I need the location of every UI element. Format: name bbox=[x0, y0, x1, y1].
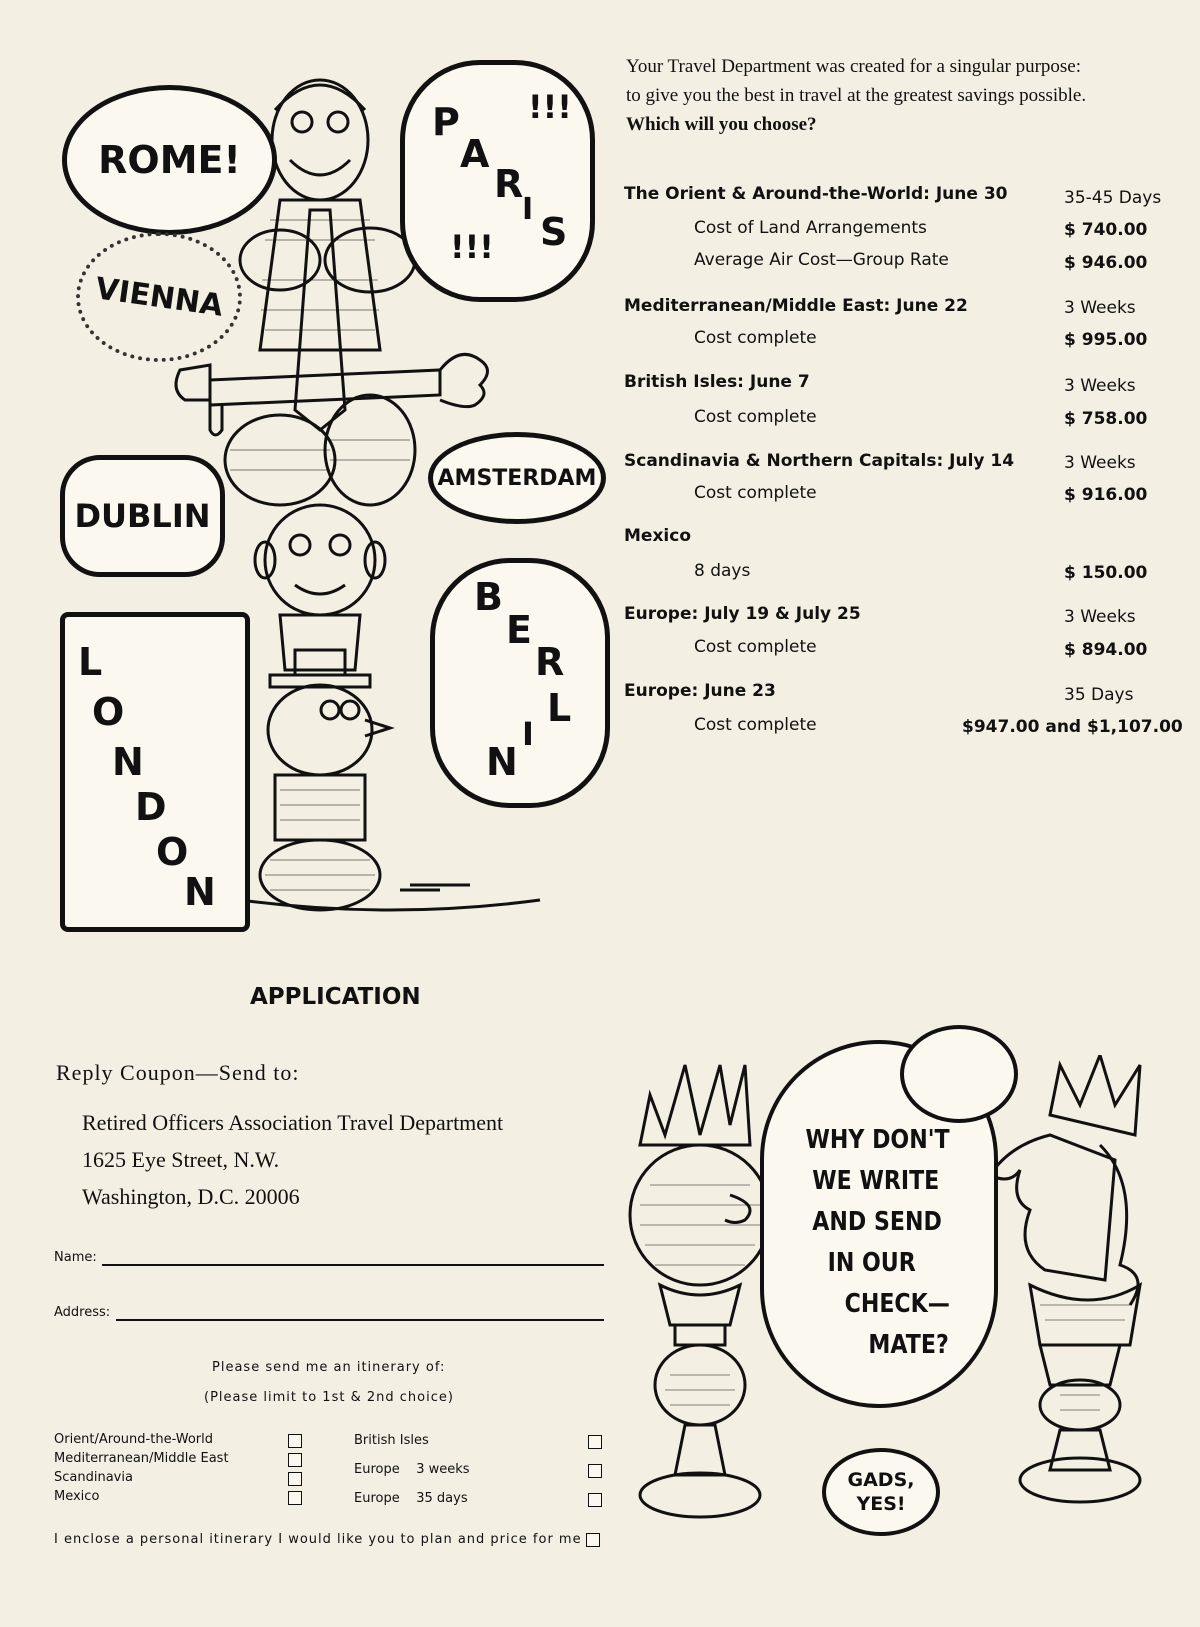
trip-line-price: $ 150.00 bbox=[1064, 563, 1148, 583]
paris-letter: R bbox=[494, 162, 524, 206]
intro-line: Your Travel Department was created for a singular purpose: bbox=[626, 56, 1082, 77]
personal-itinerary-label: I enclose a personal itinerary I would like you to plan and price for me bbox=[54, 1532, 582, 1547]
paris-exclaim: !!! bbox=[450, 228, 494, 266]
trip-title: The Orient & Around-the-World: June 30 bbox=[624, 184, 1008, 204]
dublin-label: DUBLIN bbox=[74, 497, 211, 535]
amsterdam-bubble bbox=[428, 432, 606, 524]
trip-duration: 35-45 Days bbox=[1064, 188, 1162, 208]
amsterdam-label: AMSTERDAM bbox=[437, 465, 597, 491]
address-field[interactable] bbox=[116, 1319, 604, 1321]
reply-coupon-label: Reply Coupon—Send to: bbox=[56, 1060, 300, 1085]
intro-text bbox=[626, 52, 1186, 139]
trip-duration: 35 Days bbox=[1064, 685, 1134, 705]
application-heading: APPLICATION bbox=[250, 984, 421, 1010]
option-label: Scandinavia bbox=[54, 1470, 133, 1485]
paris-letter: P bbox=[432, 100, 460, 144]
checkmate-line: IN OUR bbox=[827, 1248, 916, 1278]
personal-itinerary-checkbox[interactable] bbox=[586, 1533, 600, 1547]
trip-line-label: Cost complete bbox=[694, 407, 817, 427]
trip-title: Scandinavia & Northern Capitals: July 14 bbox=[624, 451, 1015, 471]
option-checkbox[interactable] bbox=[588, 1435, 602, 1449]
name-field[interactable] bbox=[102, 1264, 604, 1266]
checkmate-cloud-puff bbox=[900, 1025, 1018, 1123]
trip-line-price: $ 894.00 bbox=[1064, 640, 1148, 660]
trip-title: Europe: June 23 bbox=[624, 681, 776, 701]
trip-line-price: $ 916.00 bbox=[1064, 485, 1148, 505]
gads-line: GADS, bbox=[847, 1469, 915, 1491]
option-label: Europe 3 weeks bbox=[354, 1462, 470, 1477]
checkmate-line: MATE? bbox=[868, 1330, 949, 1360]
paris-letter: S bbox=[540, 210, 568, 254]
vienna-label: VIENNA bbox=[93, 270, 225, 324]
option-label: British Isles bbox=[354, 1433, 429, 1448]
trip-title: Mexico bbox=[624, 526, 691, 546]
trip-line-label: Cost complete bbox=[694, 328, 817, 348]
trip-title: British Isles: June 7 bbox=[624, 372, 810, 392]
trip-title: Mediterranean/Middle East: June 22 bbox=[624, 296, 968, 316]
london-letter: L bbox=[78, 640, 103, 684]
name-label: Name: bbox=[54, 1250, 97, 1265]
checkmate-line: WHY DON'T bbox=[805, 1125, 950, 1155]
address-line: 1625 Eye Street, N.W. bbox=[82, 1147, 280, 1172]
gads-line: YES! bbox=[856, 1493, 906, 1515]
option-checkbox[interactable] bbox=[288, 1472, 302, 1486]
option-label: Europe 35 days bbox=[354, 1491, 468, 1506]
address-label: Address: bbox=[54, 1305, 111, 1320]
berlin-letter: L bbox=[547, 686, 572, 730]
paris-letter: I bbox=[522, 192, 534, 227]
option-checkbox[interactable] bbox=[588, 1493, 602, 1507]
address-line: Retired Officers Association Travel Department bbox=[82, 1110, 504, 1135]
checkmate-text bbox=[780, 1120, 950, 1366]
trip-line-label: Cost complete bbox=[694, 483, 817, 503]
trip-line-price: $ 995.00 bbox=[1064, 330, 1148, 350]
intro-line: to give you the best in travel at the greatest savings possible. bbox=[626, 85, 1087, 106]
trip-line-price: $ 740.00 bbox=[1064, 220, 1148, 240]
option-checkbox[interactable] bbox=[288, 1453, 302, 1467]
berlin-letter: E bbox=[506, 608, 532, 652]
trip-title: Europe: July 19 & July 25 bbox=[624, 604, 861, 624]
dublin-bubble bbox=[60, 455, 225, 577]
paris-letter: A bbox=[460, 132, 490, 176]
trip-duration: 3 Weeks bbox=[1064, 376, 1136, 396]
trip-line-price: $947.00 and $1,107.00 bbox=[962, 717, 1183, 737]
vienna-bubble bbox=[76, 232, 242, 362]
option-label: Mediterranean/Middle East bbox=[54, 1451, 229, 1466]
trip-line-label: Average Air Cost—Group Rate bbox=[694, 250, 949, 270]
intro-question: Which will you choose? bbox=[626, 114, 817, 135]
rome-label: ROME! bbox=[98, 138, 241, 182]
gads-bubble bbox=[822, 1448, 940, 1536]
trip-duration: 3 Weeks bbox=[1064, 298, 1136, 318]
london-letter: O bbox=[156, 830, 189, 874]
trip-duration: 3 Weeks bbox=[1064, 607, 1136, 627]
trip-line-price: $ 758.00 bbox=[1064, 409, 1148, 429]
berlin-letter: B bbox=[474, 575, 503, 619]
trip-line-price: $ 946.00 bbox=[1064, 253, 1148, 273]
berlin-letter: N bbox=[486, 740, 518, 784]
london-letter: N bbox=[112, 740, 144, 784]
checkmate-line: AND SEND bbox=[812, 1207, 942, 1237]
berlin-bubble bbox=[430, 558, 610, 808]
itinerary-instruction: Please send me an itinerary of: bbox=[212, 1360, 446, 1375]
option-checkbox[interactable] bbox=[288, 1434, 302, 1448]
berlin-letter: I bbox=[522, 715, 534, 753]
rome-bubble bbox=[62, 85, 277, 235]
checkmate-line: CHECK— bbox=[844, 1289, 950, 1319]
trip-line-label: Cost of Land Arrangements bbox=[694, 218, 927, 238]
berlin-letter: R bbox=[535, 640, 565, 684]
checkmate-line: WE WRITE bbox=[812, 1166, 940, 1196]
option-checkbox[interactable] bbox=[288, 1491, 302, 1505]
address-line: Washington, D.C. 20006 bbox=[82, 1184, 300, 1209]
london-letter: O bbox=[92, 690, 125, 734]
london-letter: N bbox=[184, 870, 216, 914]
option-label: Mexico bbox=[54, 1489, 100, 1504]
paris-exclaim: !!! bbox=[528, 88, 572, 126]
trip-line-label: Cost complete bbox=[694, 637, 817, 657]
trip-line-label: 8 days bbox=[694, 561, 751, 581]
trip-line-label: Cost complete bbox=[694, 715, 817, 735]
trip-duration: 3 Weeks bbox=[1064, 453, 1136, 473]
itinerary-limit: (Please limit to 1st & 2nd choice) bbox=[204, 1390, 454, 1405]
option-label: Orient/Around-the-World bbox=[54, 1432, 213, 1447]
option-checkbox[interactable] bbox=[588, 1464, 602, 1478]
london-letter: D bbox=[135, 785, 167, 829]
